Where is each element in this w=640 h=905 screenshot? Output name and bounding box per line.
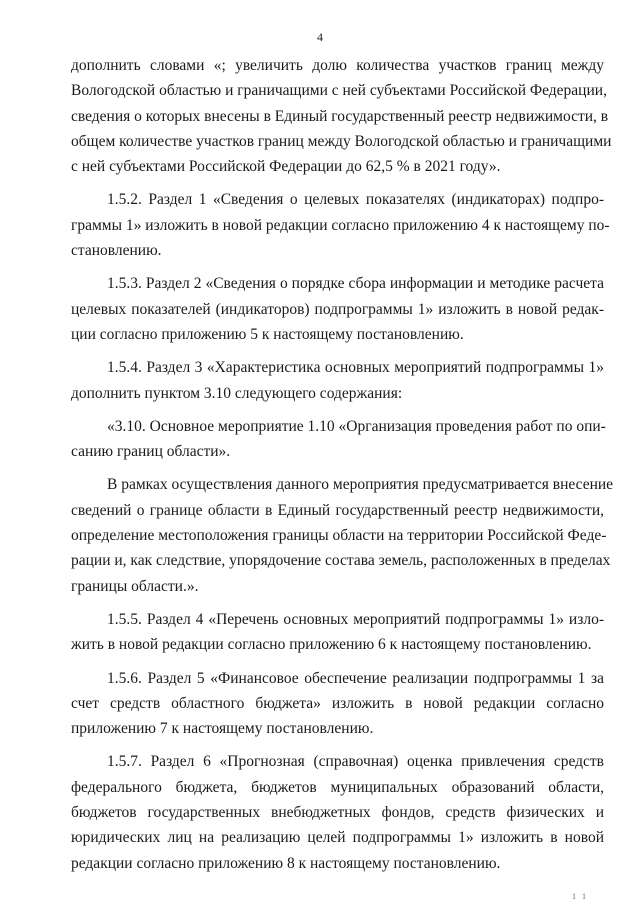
text-line: 1.5.2. Раздел 1 «Сведения о целевых показателях (индикаторах) подпро-: [107, 191, 604, 209]
text-line: федерального бюджета, бюджетов муниципальных образований области,: [71, 778, 604, 796]
footer-mark: 1 1: [572, 892, 588, 901]
paragraph-3-10: [71, 414, 604, 465]
paragraph-measure-description: [71, 472, 614, 598]
text-line: редакции согласно приложению 8 к настоящему постановлению.: [71, 854, 501, 872]
text-line: 1.5.4. Раздел 3 «Характеристика основных мероприятий подпрограммы 1»: [107, 359, 604, 377]
text-line: юридических лиц на реализацию целей подпрограммы 1» изложить в новой: [71, 829, 604, 847]
text-line: 1.5.3. Раздел 2 «Сведения о порядке сбора информации и методике расчета: [107, 275, 604, 293]
text-line: общем количестве участков границ между Вологодской областью и граничащими: [71, 132, 612, 150]
page-number: 4: [317, 30, 323, 44]
text-line: бюджетов государственных внебюджетных фондов, средств физических и: [71, 804, 604, 822]
paragraph-1-5-3: [71, 271, 604, 347]
text-line: сведения о которых внесены в Единый государственный реестр недвижимости, в: [71, 107, 609, 125]
paragraph-1-5-2: [71, 187, 610, 263]
text-line: 1.5.7. Раздел 6 «Прогнозная (справочная) оценка привлечения средств: [107, 753, 604, 771]
text-line: жить в новой редакции согласно приложению 6 к настоящему постановлению.: [71, 636, 592, 654]
text-line: рации и, как следствие, упорядочение состава земель, расположенных в пределах: [71, 552, 611, 570]
paragraph-continuation: [71, 53, 612, 179]
paragraph-1-5-5: [71, 607, 604, 658]
text-line: с ней субъектами Российской Федерации до 62,5 % в 2021 году».: [71, 158, 501, 176]
paragraph-1-5-6: [71, 666, 604, 742]
text-line: становлению.: [71, 242, 162, 260]
text-line: дополнить словами «; увеличить долю количества участков границ между: [71, 57, 604, 74]
paragraph-1-5-4: [71, 355, 604, 406]
document-body: [71, 53, 614, 876]
text-line: 1.5.6. Раздел 5 «Финансовое обеспечение реализации подпрограммы 1 за: [107, 669, 604, 687]
text-line: В рамках осуществления данного мероприятия предусматривается внесение: [107, 476, 614, 494]
text-line: Вологодской областью и граничащими с ней субъектами Российской Федерации,: [71, 82, 607, 100]
text-line: граммы 1» изложить в новой редакции согласно приложению 4 к настоящему по-: [71, 216, 610, 234]
text-line: счет средств областного бюджета» изложить в новой редакции согласно: [71, 694, 604, 712]
text-line: целевых показателей (индикаторов) подпрограммы 1» изложить в новой редак-: [71, 300, 604, 318]
text-line: ции согласно приложению 5 к настоящему постановлению.: [71, 325, 464, 343]
text-line: сведений о границе области в Единый государственный реестр недвижимости,: [71, 501, 604, 519]
text-line: 1.5.5. Раздел 4 «Перечень основных мероприятий подпрограммы 1» изло-: [107, 610, 604, 628]
text-line: границы области.».: [71, 577, 199, 595]
text-line: определение местоположения границы области на территории Российской Феде-: [71, 527, 607, 545]
paragraph-1-5-7: [71, 749, 604, 875]
text-line: санию границ области».: [71, 443, 231, 461]
text-line: «3.10. Основное мероприятие 1.10 «Организация проведения работ по опи-: [107, 417, 606, 435]
text-line: дополнить пунктом 3.10 следующего содержания:: [71, 384, 403, 402]
text-line: приложению 7 к настоящему постановлению.: [71, 720, 374, 738]
